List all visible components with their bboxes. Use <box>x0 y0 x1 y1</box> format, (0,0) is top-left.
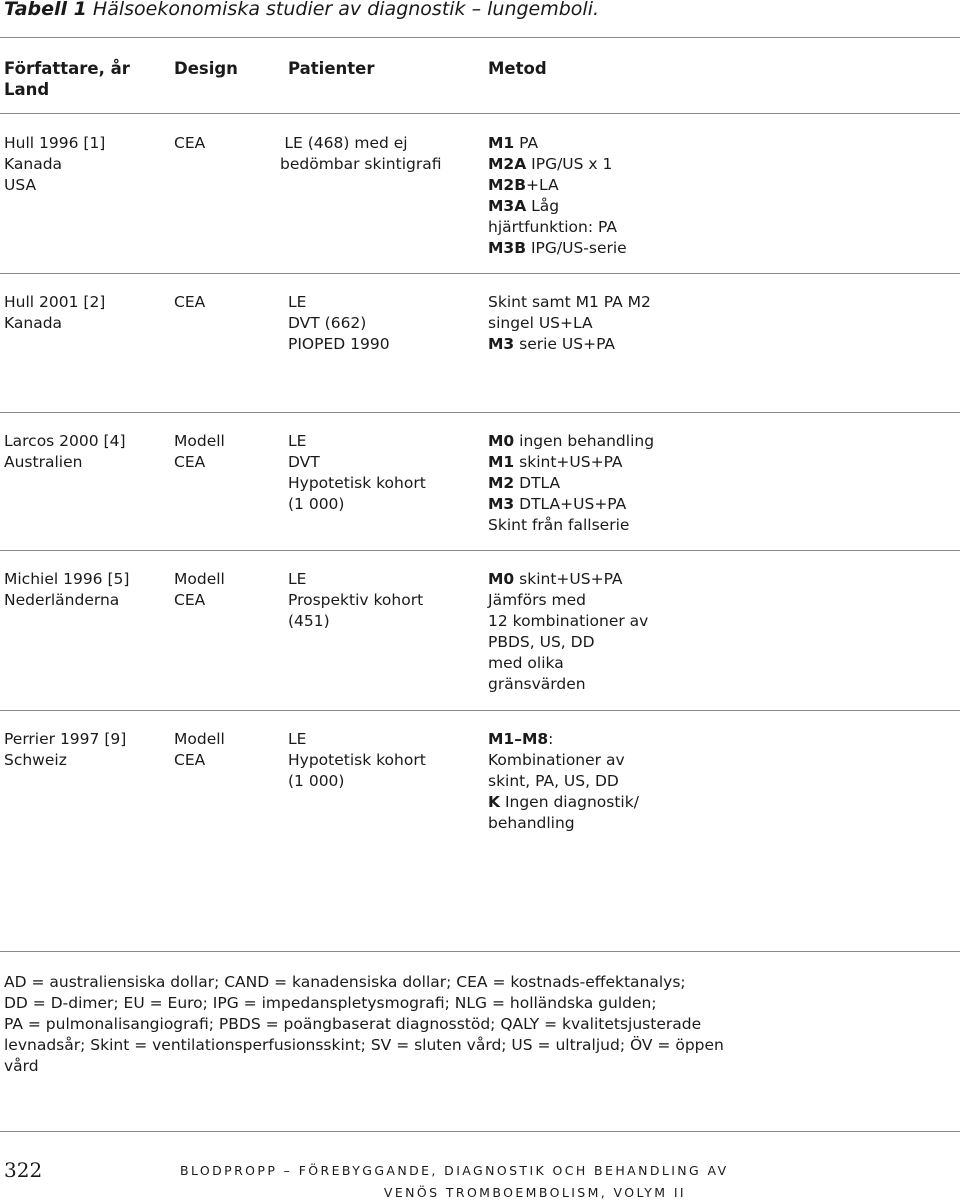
row-hull-1996-method: M1 PA M2A IPG/US x 1 M2B+LA M3A Låg hjärtfunktion: PA M3B IPG/US-serie <box>488 134 627 257</box>
row-hull-1996-design: CEA <box>174 134 206 152</box>
row-hull-2001-method: Skint samt M1 PA M2 singel US+LA M3 serie US+PA <box>488 293 651 353</box>
row-michiel-1996-author: Michiel 1996 [5] Nederländerna <box>4 570 130 609</box>
row-larcos-2000-author: Larcos 2000 [4] Australien <box>4 432 126 471</box>
rule-header <box>0 113 960 114</box>
row-larcos-2000-method: M0 ingen behandling M1 skint+US+PA M2 DTLA M3 DTLA+US+PA Skint från fallserie <box>488 432 655 534</box>
row-michiel-1996-design: Modell CEA <box>174 570 225 609</box>
row-hull-1996-author: Hull 1996 [1] Kanada USA <box>4 134 106 194</box>
row-michiel-1996-patients: LE Prospektiv kohort (451) <box>288 570 424 630</box>
row-hull-1996-patients: LE (468) med ej bedömbar skintigrafi <box>280 134 442 173</box>
row-perrier-1997-method: M1–M8: Kombinationer av skint, PA, US, DD K Ingen diagnostik/ behandling <box>488 730 639 832</box>
rule-row-2 <box>0 412 960 413</box>
row-perrier-1997-design: Modell CEA <box>174 730 225 769</box>
header-author: Författare, år Land <box>4 59 130 99</box>
running-footer: BLODPROPP – FÖREBYGGANDE, DIAGNOSTIK OCH BEHANDLING AV VENÖS TROMBOEMBOLISM, VOLYM II <box>180 1163 729 1200</box>
row-hull-2001-author: Hull 2001 [2] Kanada <box>4 293 106 332</box>
rule-row-1 <box>0 273 960 274</box>
table-caption <box>4 0 599 20</box>
row-larcos-2000-patients: LE DVT Hypotetisk kohort (1 000) <box>288 432 426 513</box>
table-label: Tabell 1 <box>4 0 87 20</box>
rule-page-footer <box>0 1131 960 1132</box>
rule-row-3 <box>0 550 960 551</box>
abbreviations-footnote: AD = australiensiska dollar; CAND = kanadensiska dollar; CEA = kostnads-effektanalys; DD = D-dimer; EU = Euro; IPG = impedanspletysmografi; NLG = holländska gulden; PA = pulmonalisangiografi; PBDS = poängbaserat diagnosstöd; QALY = kvalitetsjusterade levnadsår; Skint = ventilationsperfusionsskint; SV = sluten vård; US = ultraljud; ÖV = öppen vård <box>4 973 724 1075</box>
header-method: Metod <box>488 59 547 78</box>
header-design: Design <box>174 59 238 78</box>
row-perrier-1997-author: Perrier 1997 [9] Schweiz <box>4 730 127 769</box>
rule-table-bottom <box>0 951 960 952</box>
header-patients: Patienter <box>288 59 375 78</box>
page-number: 322 <box>4 1158 43 1182</box>
row-larcos-2000-design: Modell CEA <box>174 432 225 471</box>
rule-top <box>0 37 960 38</box>
row-perrier-1997-patients: LE Hypotetisk kohort (1 000) <box>288 730 426 790</box>
row-hull-2001-patients: LE DVT (662) PIOPED 1990 <box>288 293 390 353</box>
rule-row-4 <box>0 710 960 711</box>
row-hull-2001-design: CEA <box>174 293 206 311</box>
table-title: Hälsoekonomiska studier av diagnostik – lungemboli. <box>92 0 600 20</box>
row-michiel-1996-method: M0 skint+US+PA Jämförs med 12 kombinationer av PBDS, US, DD med olika gränsvärden <box>488 570 649 693</box>
